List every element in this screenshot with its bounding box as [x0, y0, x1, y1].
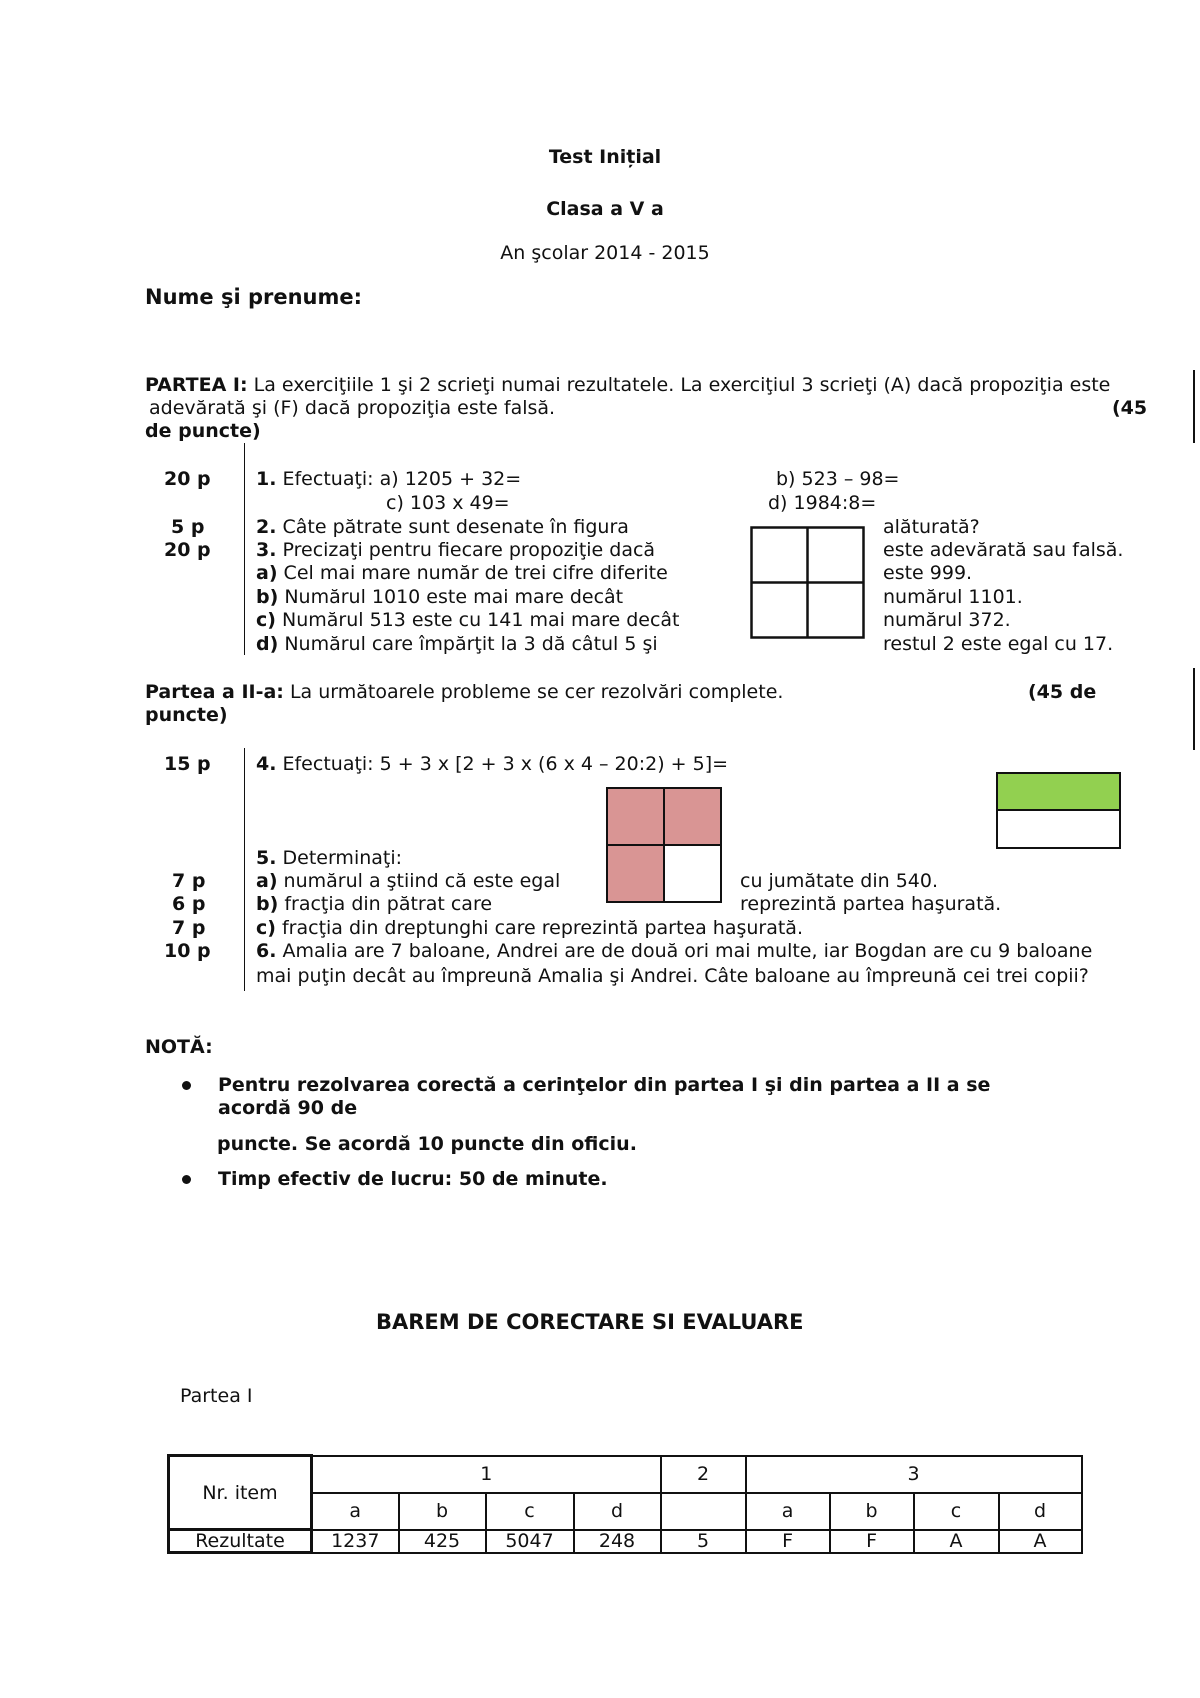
ex1-b: b) 523 – 98= [776, 468, 900, 490]
points-ex5b: 6 p [172, 893, 206, 915]
result-cell: A [999, 1530, 1082, 1553]
part2-points-b: puncte) [145, 704, 228, 726]
part1-points-b: de puncte) [145, 420, 261, 442]
ex3-right: este adevărată sau falsă. [883, 539, 1124, 561]
ex3-text: Precizaţi pentru fiecare propoziţie dacă [276, 539, 656, 561]
ex5-c [256, 917, 803, 940]
ex2-line [256, 516, 629, 539]
ex3-item-a-letter: a) [256, 562, 278, 584]
note-bullet1-line1: Pentru rezolvarea corectă a cerinţelor din partea I şi din partea a II a se [218, 1074, 991, 1096]
school-year: An şcolar 2014 - 2015 [500, 242, 710, 264]
rezultate-header: Rezultate [169, 1530, 312, 1553]
ex5-b-text: fracţia din pătrat care [278, 893, 493, 915]
subheader-cell: b [830, 1493, 914, 1530]
ex3-item-d-right: restul 2 este egal cu 17. [883, 633, 1114, 655]
part2-heading-bold: Partea a II-a: [145, 681, 284, 703]
ex4-number: 4. [256, 753, 277, 775]
note-label: NOTĂ: [145, 1036, 213, 1058]
points-ex2: 5 p [171, 516, 205, 538]
ex3-item-d [256, 633, 658, 656]
ex5-b-letter: b) [256, 893, 279, 915]
ex5-a-text: numărul a ştiind că este egal [277, 870, 561, 892]
ex5-text: Determinaţi: [276, 847, 403, 869]
ex3-item-a [256, 562, 668, 585]
ex5-b-right: reprezintă partea haşurată. [740, 893, 1002, 915]
barem-table [167, 1454, 1083, 1554]
ex5-a [256, 870, 560, 893]
part1-heading-line2: adevărată şi (F) dacă propoziţia este falsă. [149, 397, 556, 419]
ex5-b [256, 893, 492, 916]
part2-points-a: (45 de [1028, 681, 1097, 703]
part1-heading [145, 374, 1110, 397]
points-ex5a: 7 p [172, 870, 206, 892]
note-bullet1-line2: acordă 90 de [218, 1097, 358, 1119]
ex3-item-a-text: Cel mai mare număr de trei cifre diferite [277, 562, 668, 584]
part1-heading-text: La exerciţiile 1 şi 2 scrieţi numai rezultatele. La exerciţiul 3 scrieţi (A) dacă propoziţia este [247, 374, 1111, 396]
ex3-item-c [256, 609, 680, 632]
name-label: Nume şi prenume: [145, 285, 363, 309]
result-cell: F [746, 1530, 830, 1553]
ex5-a-right: cu jumătate din 540. [740, 870, 938, 892]
margin-bar [1193, 370, 1195, 443]
part2-divider [244, 748, 245, 991]
table-row [169, 1456, 1082, 1493]
subheader-cell [661, 1493, 746, 1530]
ex3-item-b-letter: b) [256, 586, 279, 608]
ex3-item-d-text: Numărul care împărţit la 3 dă câtul 5 şi [278, 633, 658, 655]
ex5-c-text: fracţia din dreptunghi care reprezintă partea haşurată. [275, 917, 803, 939]
nr-item-header: Nr. item [169, 1456, 312, 1530]
note-bullet2: Timp efectiv de lucru: 50 de minute. [218, 1168, 608, 1190]
ex3-item-d-letter: d) [256, 633, 279, 655]
ex5-c-letter: c) [256, 917, 276, 939]
part2-heading-text: La următoarele probleme se cer rezolvări complete. [283, 681, 784, 703]
ex2-number: 2. [256, 516, 277, 538]
ex1-text: Efectuaţi: a) 1205 + 32= [276, 468, 522, 490]
ex5-line [256, 847, 402, 870]
shaded-rectangle-figure [996, 772, 1122, 850]
note-bullet1-line3: puncte. Se acordă 10 puncte din oficiu. [217, 1133, 637, 1155]
ex3-item-c-text: Numărul 513 este cu 141 mai mare decât [275, 609, 680, 631]
ex5-number: 5. [256, 847, 277, 869]
margin-bar-2 [1193, 668, 1195, 750]
subheader-cell: b [399, 1493, 486, 1530]
ex5-a-letter: a) [256, 870, 278, 892]
group-header-2: 2 [661, 1456, 746, 1493]
square-shaded-cell [607, 845, 664, 902]
ex6-text-1: Amalia are 7 baloane, Andrei are de două ori mai multe, iar Bogdan are cu 9 baloane [276, 940, 1093, 962]
ex4-line [256, 753, 728, 776]
result-cell: 5 [661, 1530, 746, 1553]
bullet-icon [182, 1081, 191, 1090]
barem-title: BAREM DE CORECTARE SI EVALUARE [376, 1310, 804, 1334]
rectangle-shaded-part [997, 773, 1120, 810]
ex3-item-c-right: numărul 372. [883, 609, 1011, 631]
class-line: Clasa a V a [546, 198, 664, 220]
points-ex6: 10 p [164, 940, 211, 962]
part1-points-a: (45 [1112, 397, 1148, 419]
points-ex1: 20 p [164, 468, 211, 490]
table-row [169, 1530, 1082, 1553]
group-header-3: 3 [746, 1456, 1082, 1493]
ex3-number: 3. [256, 539, 277, 561]
points-ex5c: 7 p [172, 917, 206, 939]
result-cell: 5047 [486, 1530, 574, 1553]
points-ex4: 15 p [164, 753, 211, 775]
ex2-text: Câte pătrate sunt desenate în figura [276, 516, 629, 538]
ex3-item-b-text: Numărul 1010 este mai mare decât [278, 586, 624, 608]
result-cell: 1237 [312, 1530, 399, 1553]
group-header-1: 1 [312, 1456, 661, 1493]
ex3-item-b-right: numărul 1101. [883, 586, 1023, 608]
ex1-c: c) 103 x 49= [386, 492, 510, 514]
ex6-line2: mai puţin decât au împreună Amalia şi Andrei. Câte baloane au împreună cei trei copii? [256, 965, 1089, 987]
ex1-d: d) 1984:8= [768, 492, 877, 514]
result-cell: 248 [574, 1530, 661, 1553]
part2-heading [145, 681, 783, 704]
part1-divider [244, 443, 245, 655]
ex1-line [256, 468, 521, 491]
ex3-item-a-right: este 999. [883, 562, 973, 584]
barem-subtitle: Partea I [180, 1385, 253, 1407]
ex6-line1 [256, 940, 1092, 963]
subheader-cell: a [312, 1493, 399, 1530]
result-cell: F [830, 1530, 914, 1553]
subheader-cell: c [486, 1493, 574, 1530]
result-cell: A [914, 1530, 999, 1553]
ex2-right: alăturată? [883, 516, 980, 538]
subheader-cell: a [746, 1493, 830, 1530]
square-shaded-cell [664, 788, 721, 845]
square-shaded-cell [607, 788, 664, 845]
ex3-item-c-letter: c) [256, 609, 276, 631]
subheader-cell: c [914, 1493, 999, 1530]
ex6-number: 6. [256, 940, 277, 962]
bullet-icon [182, 1175, 191, 1184]
subheader-cell: d [999, 1493, 1082, 1530]
subheader-cell: d [574, 1493, 661, 1530]
ex4-text: Efectuaţi: 5 + 3 x [2 + 3 x (6 x 4 – 20:2) + 5]= [276, 753, 729, 775]
ex3-item-b [256, 586, 623, 609]
part1-heading-bold: PARTEA I: [145, 374, 248, 396]
points-ex3: 20 p [164, 539, 211, 561]
ex3-line [256, 539, 655, 562]
shaded-square-figure [606, 787, 724, 904]
squares-figure [750, 526, 866, 639]
ex1-number: 1. [256, 468, 277, 490]
test-title: Test Inițial [548, 146, 662, 168]
result-cell: 425 [399, 1530, 486, 1553]
